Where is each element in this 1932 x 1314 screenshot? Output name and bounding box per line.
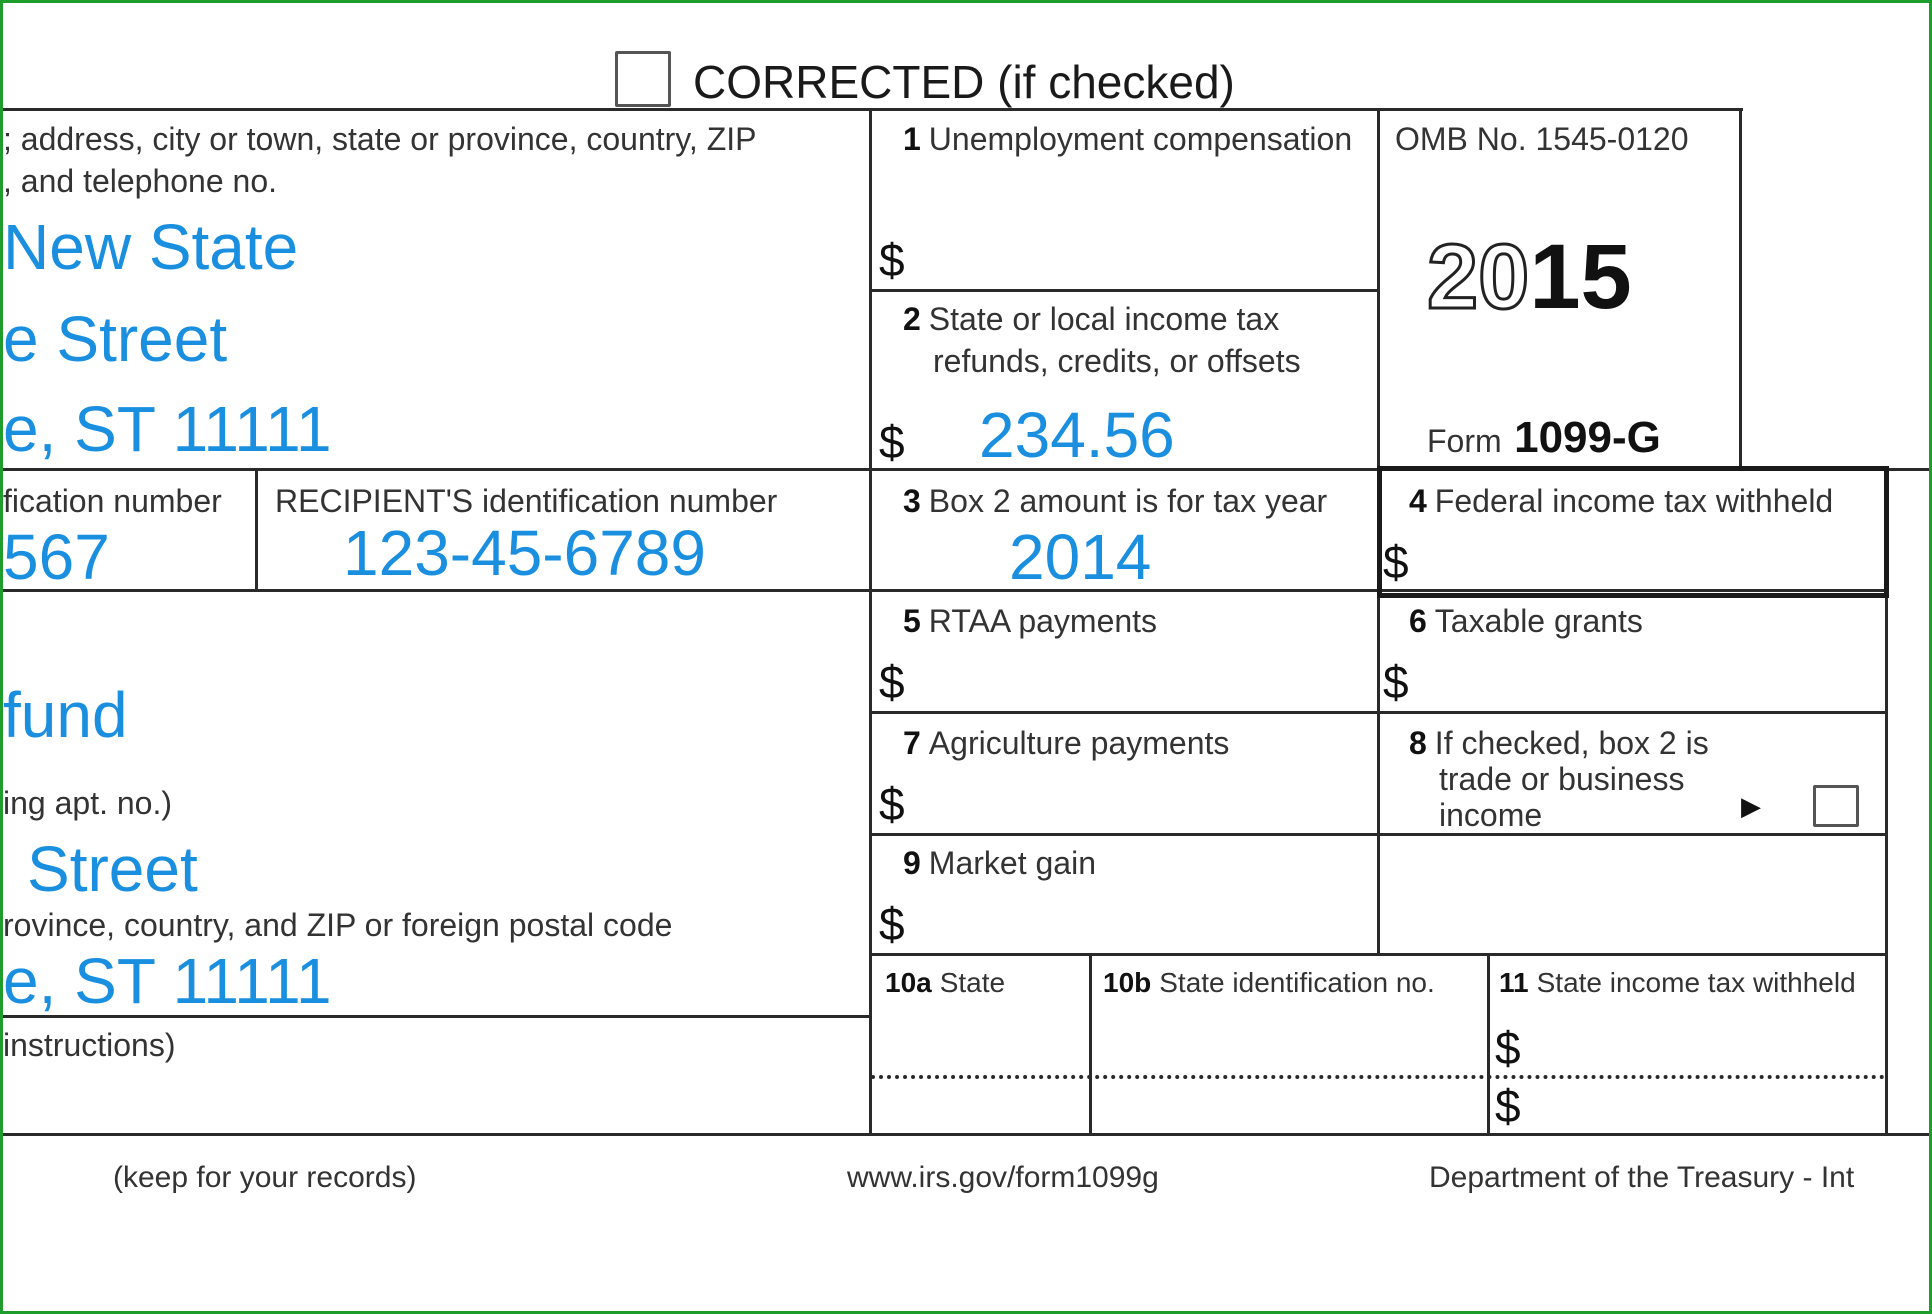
box6-number: 6 [1409,603,1427,639]
box2-value: 234.56 [979,399,1175,471]
box8-text-3: income [1439,797,1543,833]
recipient-id-label: RECIPIENT'S identification number [275,483,778,519]
box11-dollar-2: $ [1495,1080,1521,1132]
box6-text: Taxable grants [1434,603,1643,639]
omb-number: OMB No. 1545-0120 [1395,121,1689,157]
box5-text: RTAA payments [928,603,1158,639]
payer-street-value: e Street [3,303,228,375]
box8-text-2: trade or business [1439,761,1685,797]
box2-text-2: refunds, credits, or offsets [933,343,1301,379]
box10a-text: State [939,967,1006,998]
box7-number: 7 [903,725,921,761]
tax-year-bold: 15 [1529,226,1632,328]
right-column-border [1885,589,1888,1133]
box2-text-1: State or local income tax [928,301,1280,337]
divider-left-middle [869,108,872,1133]
line-box1-bottom [869,289,1379,292]
footer-irs-url[interactable]: www.irs.gov/form1099g [847,1161,1159,1194]
line-box5-bottom [869,711,1887,714]
box6-label [1409,603,1643,640]
payer-address-label-1: ; address, city or town, state or province, country, ZIP [3,121,757,157]
box4-label [1409,483,1833,520]
box5-dollar: $ [879,656,905,708]
box4-number: 4 [1409,483,1427,519]
payer-name-value: New State [3,211,299,283]
box8-checkbox[interactable] [1813,785,1859,827]
state-row-separator [871,1075,1885,1079]
divider-id-fields [255,468,258,591]
payer-address-label-2: , and telephone no. [3,163,278,199]
box3-number: 3 [903,483,921,519]
corrected-label: CORRECTED (if checked) [693,56,1235,108]
box10a-number: 10a [885,967,932,998]
form-top-border [3,108,1743,111]
box8-arrow-icon: ▶ [1741,791,1761,821]
box9-text: Market gain [928,845,1096,881]
recipient-name-value: fund [3,679,128,751]
divider-10a-10b [1089,953,1092,1133]
recipient-address-label: ing apt. no.) [3,785,172,821]
form-number: 1099-G [1514,413,1661,462]
box10b-label [1103,967,1435,999]
payer-city-value: e, ST 11111 [3,393,332,465]
box10b-number: 10b [1103,967,1152,998]
box4-dollar: $ [1383,536,1409,588]
box9-dollar: $ [879,898,905,950]
box6-dollar: $ [1383,656,1409,708]
recipient-street-value: Street [27,833,198,905]
box11-dollar-1: $ [1495,1022,1521,1074]
box2-number: 2 [903,301,921,337]
box3-text: Box 2 amount is for tax year [928,483,1328,519]
divider-10b-11 [1487,953,1490,1133]
box8-label [1409,725,1709,762]
recipient-city-value: e, ST 11111 [3,945,332,1017]
form-name [1427,413,1661,463]
form-bottom-border [3,1133,1929,1136]
box1-label [903,121,1352,158]
box10b-text: State identification no. [1159,967,1435,998]
box3-label [903,483,1327,520]
box8-text-1: If checked, box 2 is [1434,725,1709,761]
box11-label [1499,967,1856,999]
box7-dollar: $ [879,778,905,830]
box2-dollar: $ [879,416,905,468]
box5-label [903,603,1157,640]
box4-text: Federal income tax withheld [1434,483,1834,519]
account-number-label: instructions) [3,1027,176,1063]
box11-text: State income tax withheld [1536,967,1856,998]
payer-id-label: fication number [3,483,222,519]
box11-number: 11 [1499,967,1529,998]
box1-dollar: $ [879,234,905,286]
footer-keep-records: (keep for your records) [113,1161,417,1194]
tax-year [1427,226,1632,328]
box7-text: Agriculture payments [928,725,1230,761]
box3-value: 2014 [1009,521,1152,593]
box9-label [903,845,1096,882]
tax-year-light: 20 [1427,226,1530,328]
corrected-checkbox[interactable] [615,51,671,107]
line-box9-bottom [869,953,1887,956]
divider-omb-right [1739,108,1742,468]
box1-text: Unemployment compensation [928,121,1353,157]
recipient-city-label: rovince, country, and ZIP or foreign postal code [3,907,673,943]
form-word: Form [1427,423,1502,459]
box9-number: 9 [903,845,921,881]
box10a-label [885,967,1005,999]
payer-id-value: 567 [3,521,110,593]
recipient-id-value: 123-45-6789 [343,517,706,589]
box8-number: 8 [1409,725,1427,761]
box1-number: 1 [903,121,921,157]
box5-number: 5 [903,603,921,639]
box2-label [903,301,1279,338]
footer-department: Department of the Treasury - Int [1429,1161,1855,1194]
line-box7-bottom [869,833,1887,836]
box7-label [903,725,1229,762]
